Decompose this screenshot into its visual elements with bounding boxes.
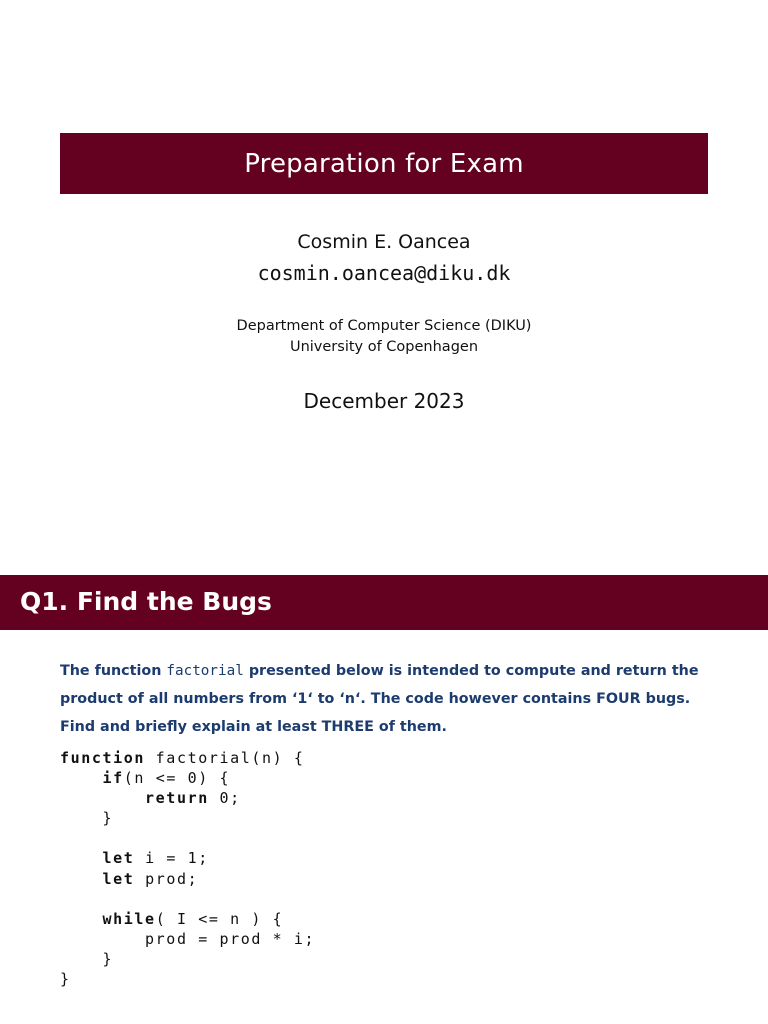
code-line: [60, 929, 700, 949]
code-line: [60, 768, 700, 788]
code-token: (n <= 0) {: [123, 769, 231, 788]
question-banner: [0, 575, 768, 630]
code-token: prod;: [134, 869, 199, 888]
code-keyword: return: [145, 789, 209, 808]
function-name: factorial: [166, 663, 244, 679]
code-token: [60, 910, 103, 928]
question-text: [60, 657, 720, 741]
code-line: [60, 889, 700, 909]
title-banner: [60, 133, 708, 194]
slide-title: Preparation for Exam: [244, 148, 524, 179]
code-line: [60, 969, 700, 989]
code-line: [60, 828, 700, 848]
code-token: [60, 870, 103, 888]
code-line: [60, 788, 700, 808]
code-line: [60, 949, 700, 969]
code-token: }: [60, 809, 114, 828]
department: Department of Computer Science (DIKU): [236, 318, 532, 334]
code-block: [60, 748, 700, 989]
code-keyword: if: [102, 769, 124, 788]
author-email: cosmin.oancea@diku.dk: [257, 261, 511, 285]
code-keyword: let: [102, 849, 135, 868]
code-token: ( I <= n ) {: [155, 909, 284, 928]
code-token: }: [60, 949, 114, 968]
code-token: 0;: [208, 789, 241, 808]
question-text-before: The function: [60, 663, 167, 679]
presentation-date: December 2023: [303, 389, 465, 413]
code-line: [60, 848, 700, 868]
code-line: [60, 748, 700, 768]
code-keyword: let: [102, 869, 135, 888]
code-token: factorial(n) {: [145, 749, 305, 767]
code-line: [60, 909, 700, 929]
code-token: i = 1;: [134, 849, 209, 868]
code-token: prod = prod * i;: [60, 929, 316, 948]
question-heading: Q1. Find the Bugs: [20, 587, 272, 616]
code-token: [60, 789, 145, 807]
author-name: Cosmin E. Oancea: [297, 231, 471, 253]
code-keyword: function: [60, 749, 146, 767]
code-line: [60, 869, 700, 889]
code-keyword: while: [102, 909, 156, 928]
code-token: [60, 769, 103, 787]
university: University of Copenhagen: [289, 339, 479, 355]
question-text-after: presented below is intended to compute and return the product of all numbers from ‘1‘ to ‘n‘. The code however contains FOUR bugs. Find and briefly explain at least THREE of them.: [60, 663, 699, 735]
code-line: [60, 808, 700, 828]
code-token: }: [60, 970, 71, 989]
code-token: [60, 849, 103, 867]
